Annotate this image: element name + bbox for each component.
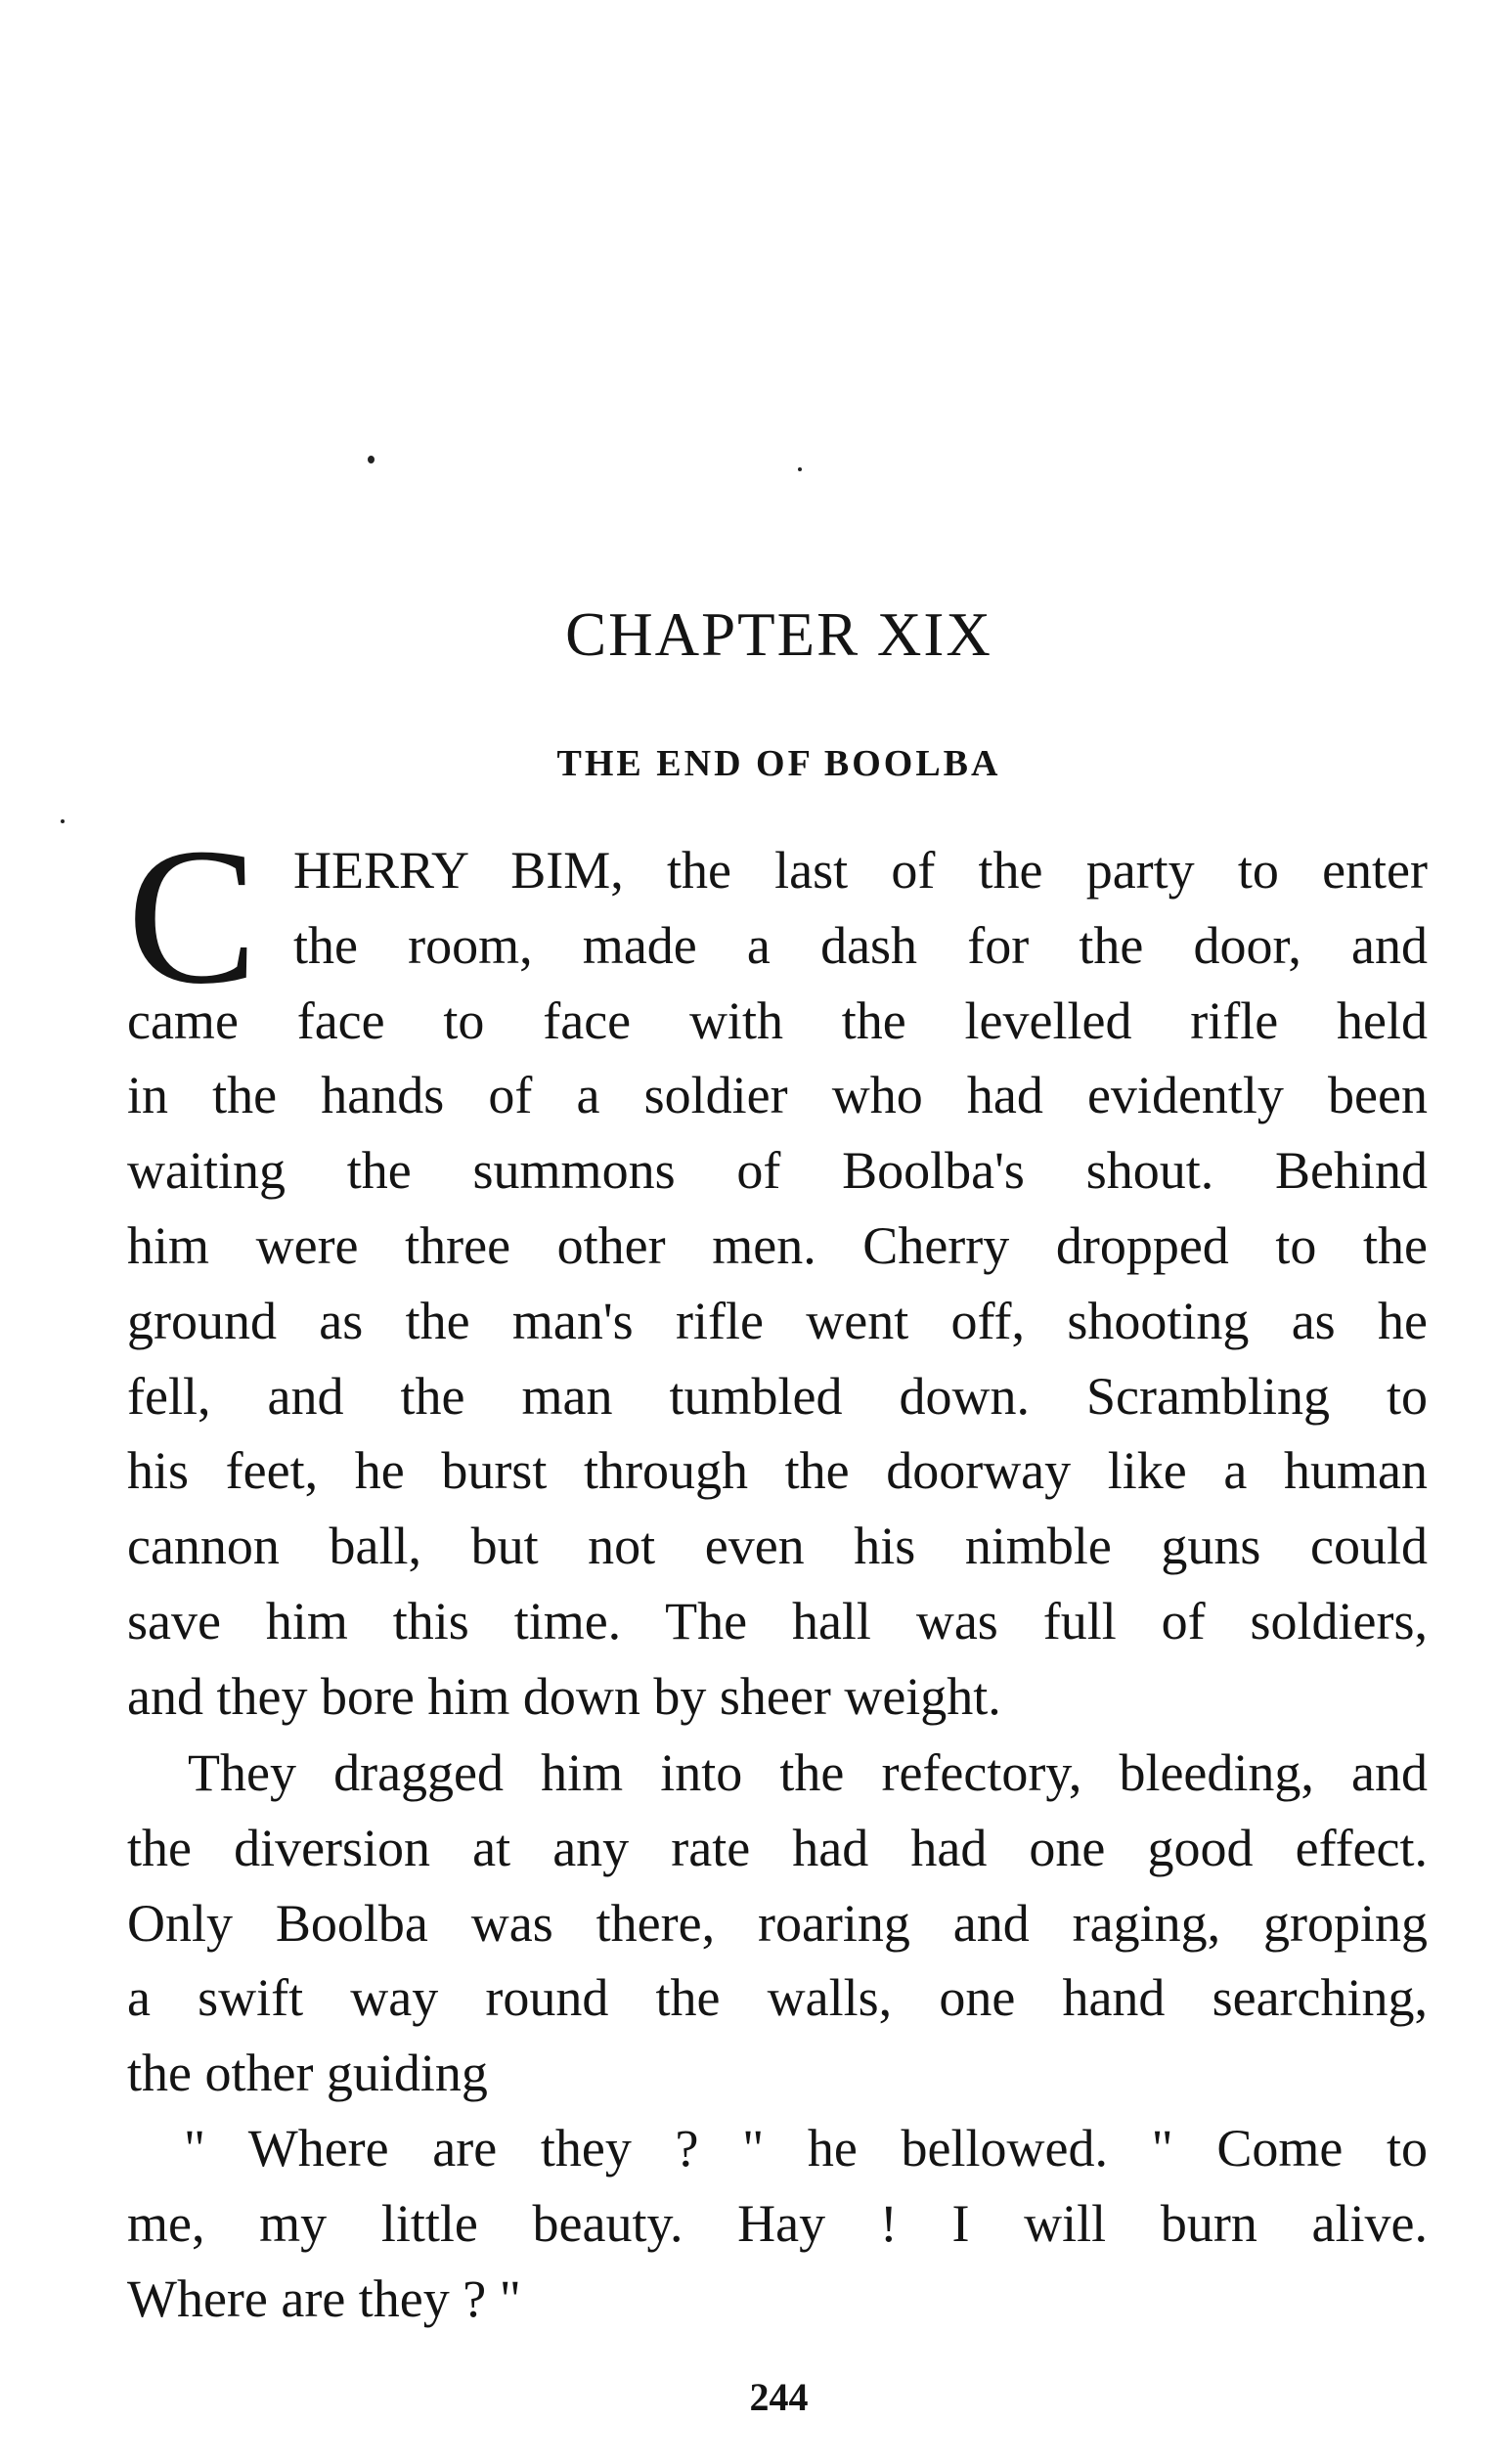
text-line: ground as the man's rifle went off, shooting as he [127,1291,1428,1350]
print-speck [798,467,802,471]
text-line: " Where are they ? " he bellowed. " Come to [184,2119,1428,2178]
text-line: HERRY BIM, the last of the party to enter [293,841,1428,900]
text-line: and they bore him down by sheer weight. [127,1666,1001,1726]
text-line: save him this time. The hall was full of soldiers, [127,1591,1428,1650]
text-line: the room, made a dash for the door, and [293,915,1428,975]
text-line: cannon ball, but not even his nimble guns could [127,1517,1428,1576]
paragraph-3 [127,2111,1428,2336]
text-line: his feet, he burst through the doorway like a human [127,1441,1428,1501]
text-line: me, my little beauty. Hay ! I will burn alive. [127,2193,1428,2253]
print-speck [368,456,375,463]
text-line: waiting the summons of Boolba's shout. Behind [127,1141,1428,1201]
drop-cap: C [127,809,258,1025]
paragraph-2 [127,1736,1428,2111]
text-line: a swift way round the walls, one hand searching, [127,1968,1428,2028]
chapter-subtitle: THE END OF BOOLBA [556,743,1001,784]
paragraph-1 [127,833,1428,1735]
chapter-heading: CHAPTER XIX [565,600,992,669]
text-line: came face to face with the levelled rifle held [127,990,1428,1050]
page-number: 244 [749,2375,809,2419]
text-line: They dragged him into the refectory, bleeding, and [188,1743,1428,1802]
print-speck [61,819,65,823]
text-line: Only Boolba was there, roaring and raging, groping [127,1893,1428,1953]
text-line: the diversion at any rate had had one good effect. [127,1818,1428,1877]
text-line: fell, and the man tumbled down. Scrambling to [127,1366,1428,1426]
text-line: in the hands of a soldier who had evidently been [127,1066,1428,1125]
text-line: the other guiding [127,2044,488,2103]
text-line: him were three other men. Cherry dropped to the [127,1215,1428,1275]
text-line: Where are they ? " [127,2268,521,2328]
